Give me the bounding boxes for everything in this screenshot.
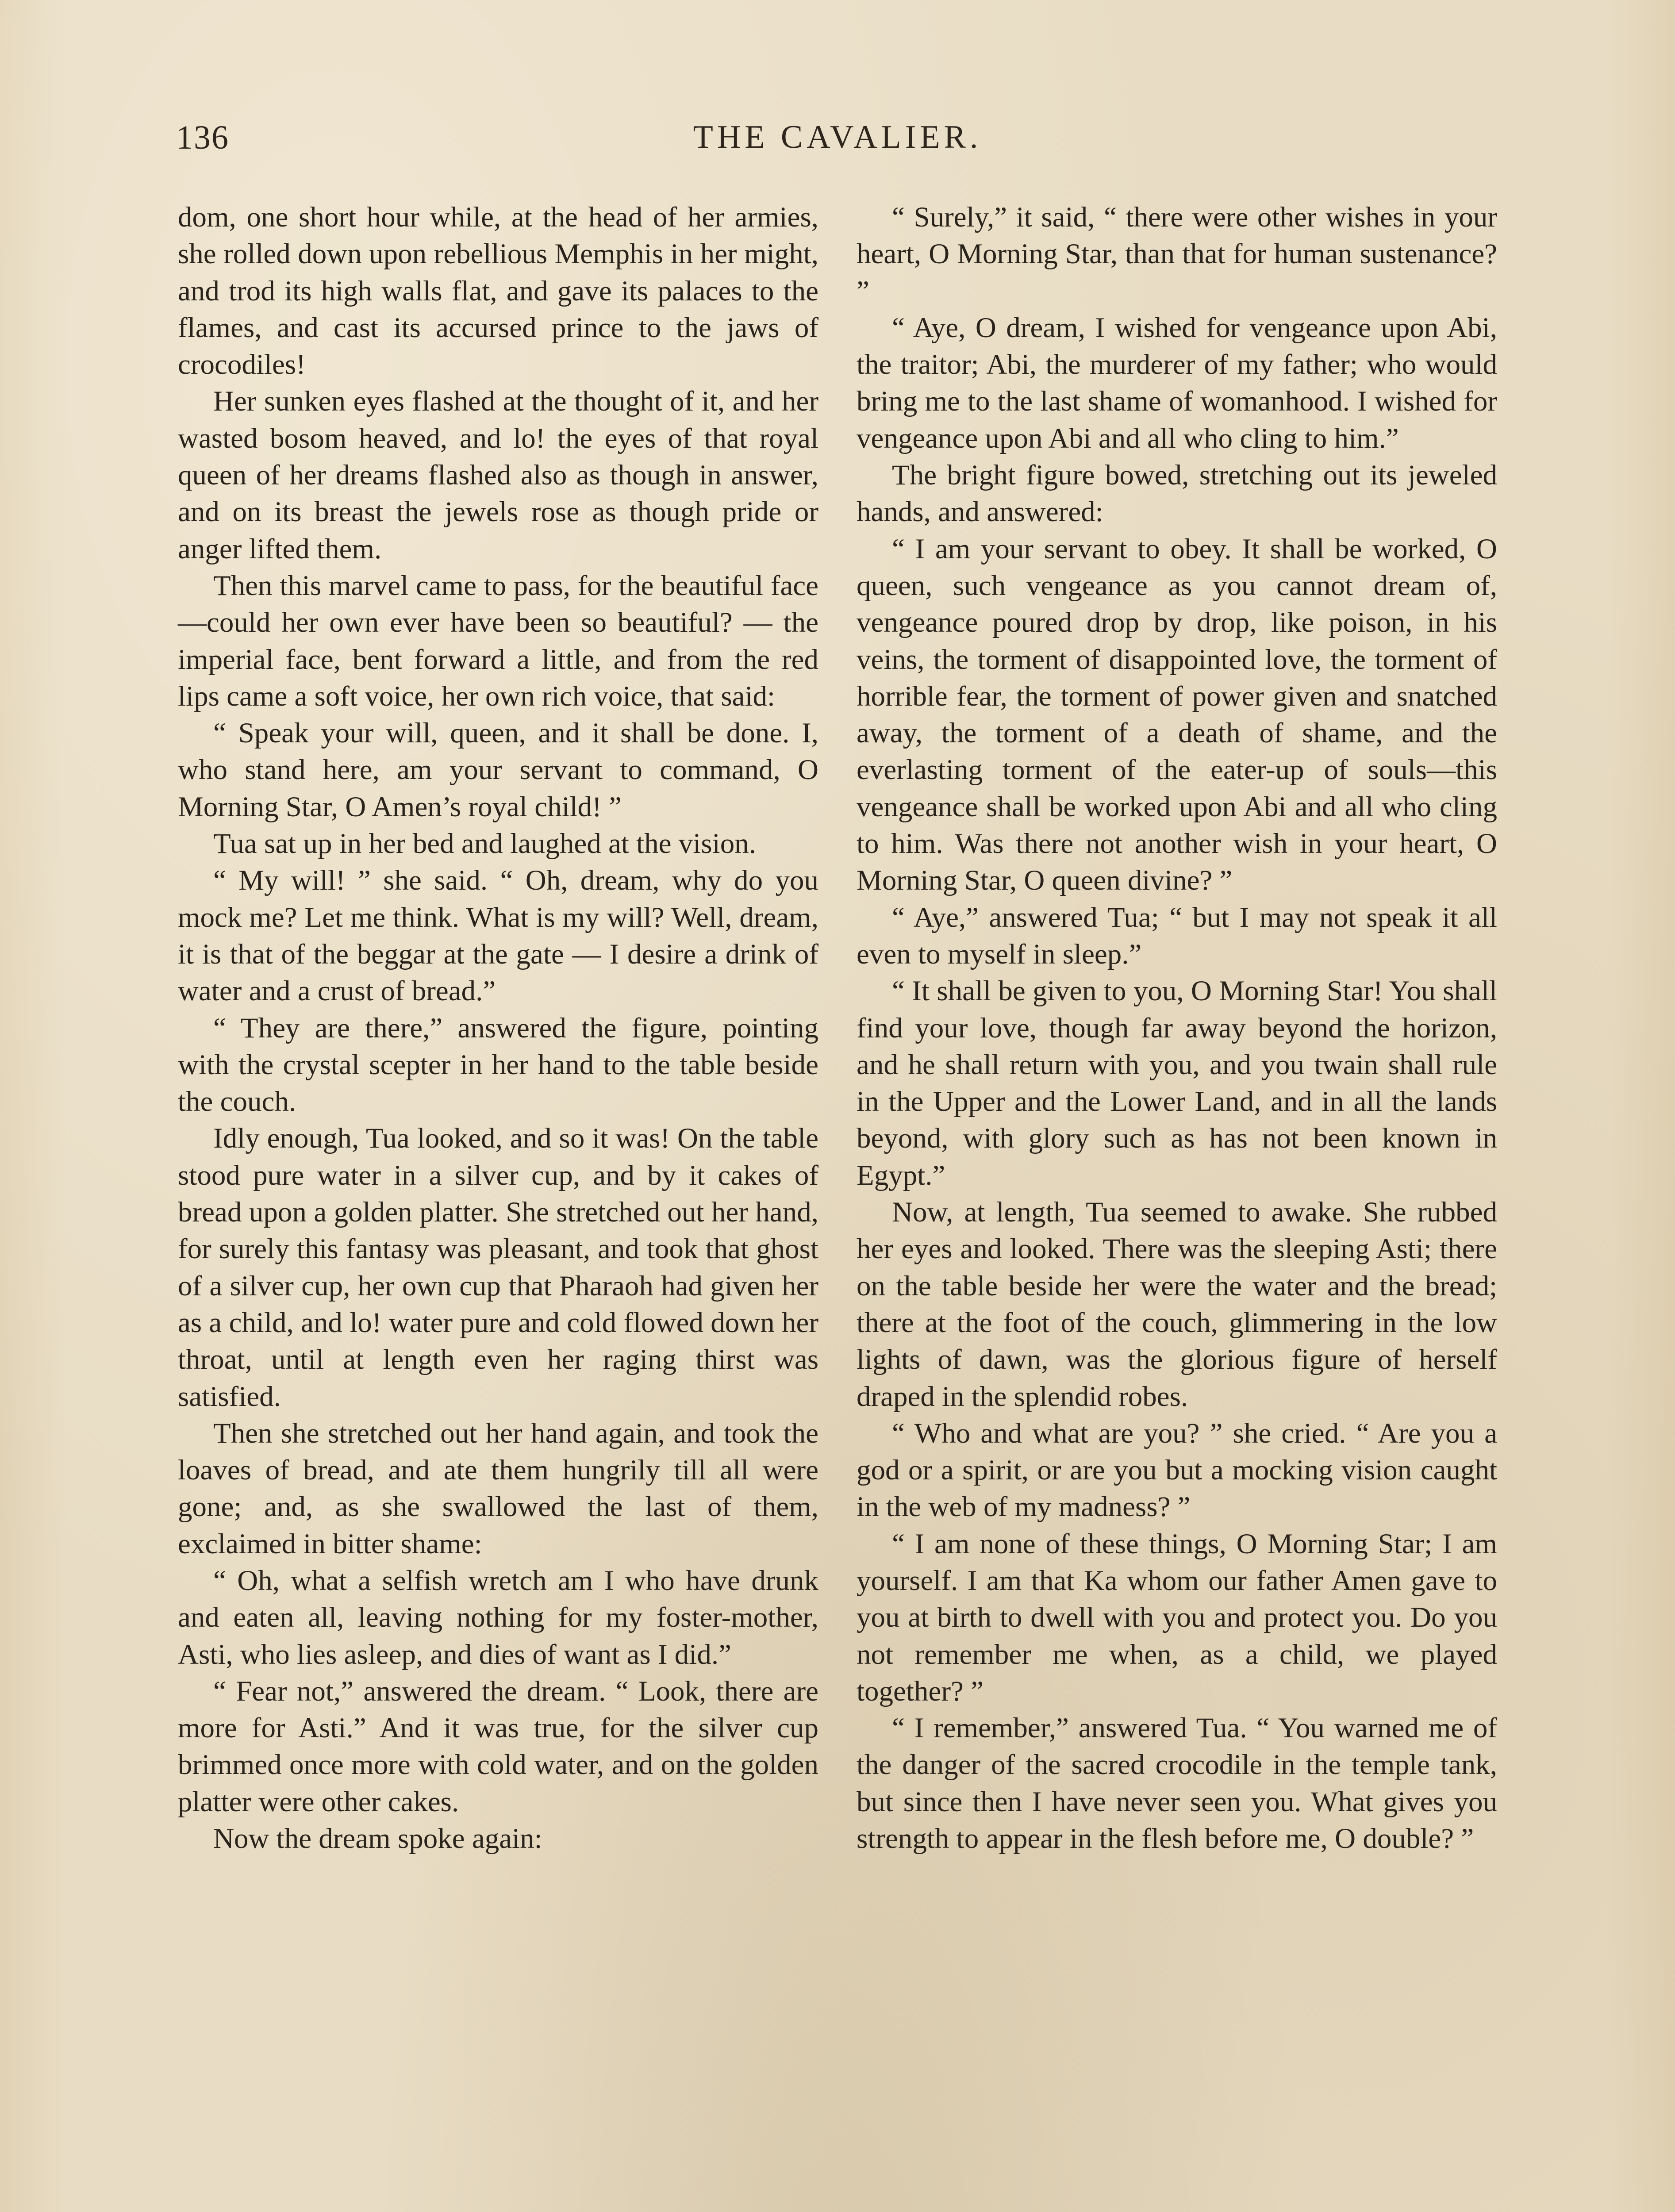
paragraph: Her sunken eyes flashed at the thought of it, and her wasted bosom heaved, and lo! the eyes of that royal queen of her dreams flashed also as though in answer, and on its breast the jewels rose as though pride or anger lifted them. <box>178 385 818 565</box>
running-head <box>176 119 1499 167</box>
paragraph: Idly enough, Tua looked, and so it was! On the table stood pure water in a silver cup, and by it cakes of bread upon a golden platter. She stretched out her hand, for surely this fantasy was pleasant, and took that ghost of a silver cup, her own cup that Pharaoh had given her as a child, and lo! water pure and cold flowed down her throat, until at length even her raging thirst was satisfied. <box>178 1122 818 1413</box>
paragraph: “ They are there,” answered the figure, pointing with the crystal scepter in her hand to the table beside the couch. <box>178 1012 818 1118</box>
journal-title: THE CAVALIER. <box>693 119 982 155</box>
paragraph: The bright figure bowed, stretching out its jeweled hands, and answered: <box>857 459 1497 528</box>
paragraph: “ Oh, what a selfish wretch am I who have drunk and eaten all, leaving nothing for my foster-mother, Asti, who lies asleep, and dies of want as I did.” <box>178 1564 818 1671</box>
paragraph: Then she stretched out her hand again, and took the loaves of bread, and ate them hungrily till all were gone; and, as she swallowed the last of them, exclaimed in bitter shame: <box>178 1417 818 1560</box>
paragraph: Now the dream spoke again: <box>213 1823 542 1855</box>
paragraph: “ Who and what are you? ” she cried. “ Are you a god or a spirit, or are you but a mocking vision caught in the web of my madness? ” <box>857 1417 1497 1523</box>
paragraph: Now, at length, Tua seemed to awake. She rubbed her eyes and looked. There was the sleeping Asti; there on the table beside her were the water and the bread; there at the foot of the couch, glimmering in the low lights of dawn, was the glorious figure of herself draped in the splendid robes. <box>857 1196 1497 1413</box>
left-column <box>178 199 818 1857</box>
right-column <box>857 199 1497 1857</box>
paragraph: “ I am your servant to obey. It shall be worked, O queen, such vengeance as you cannot dream of, vengeance poured drop by drop, like poison, in his veins, the torment of disappointed love, the torment of horrible fear, the torment of power given and snatched away, the torment of a death of shame, and the everlasting torment of the eater-up of souls—this vengeance shall be worked upon Abi and all who cling to him. Was there not another wish in your heart, O Morning Star, O queen divine? ” <box>857 533 1497 897</box>
paragraph: Tua sat up in her bed and laughed at the vision. <box>213 828 756 860</box>
paragraph: “ I remember,” answered Tua. “ You warned me of the danger of the sacred crocodile in the temple tank, but since then I have never seen you. What gives you strength to appear in the flesh before me, O double? ” <box>857 1712 1497 1855</box>
paragraph: “ Fear not,” answered the dream. “ Look, there are more for Asti.” And it was true, for the silver cup brimmed once more with cold water, and on the golden platter were other cakes. <box>178 1675 818 1818</box>
paragraph: “ My will! ” she said. “ Oh, dream, why do you mock me? Let me think. What is my will? Well, dream, it is that of the beggar at the gate — I desire a drink of water and a crust of bread.” <box>178 864 818 1007</box>
paragraph: “ Aye,” answered Tua; “ but I may not speak it all even to myself in sleep.” <box>857 901 1497 970</box>
paragraph: “ Speak your will, queen, and it shall be done. I, who stand here, am your servant to command, O Morning Star, O Amen’s royal child! ” <box>178 717 818 823</box>
paragraph: “ Surely,” it said, “ there were other wishes in your heart, O Morning Star, than that for human sustenance? ” <box>857 201 1497 307</box>
paragraph: Then this marvel came to pass, for the beautiful face—could her own ever have been so beautiful? — the imperial face, bent forward a little, and from the red lips came a soft voice, her own rich voice, that said: <box>178 569 818 712</box>
paragraph: dom, one short hour while, at the head of her armies, she rolled down upon rebellious Memphis in her might, and trod its high walls flat, and gave its palaces to the flames, and cast its accursed prince to the jaws of crocodiles! <box>178 201 818 381</box>
paragraph: “ Aye, O dream, I wished for vengeance upon Abi, the traitor; Abi, the murderer of my father; who would bring me to the last shame of womanhood. I wished for vengeance upon Abi and all who cling to him.” <box>857 311 1497 454</box>
page-number: 136 <box>176 119 229 156</box>
paragraph: “ It shall be given to you, O Morning Star! You shall find your love, though far away beyond the horizon, and he shall return with you, and you twain shall rule in the Upper and the Lower Land, and in all the lands beyond, with glory such as has not been known in Egypt.” <box>857 975 1497 1191</box>
paragraph: “ I am none of these things, O Morning Star; I am yourself. I am that Ka whom our father Amen gave to you at birth to dwell with you and protect you. Do you not remember me when, as a child, we played together? ” <box>857 1528 1497 1707</box>
